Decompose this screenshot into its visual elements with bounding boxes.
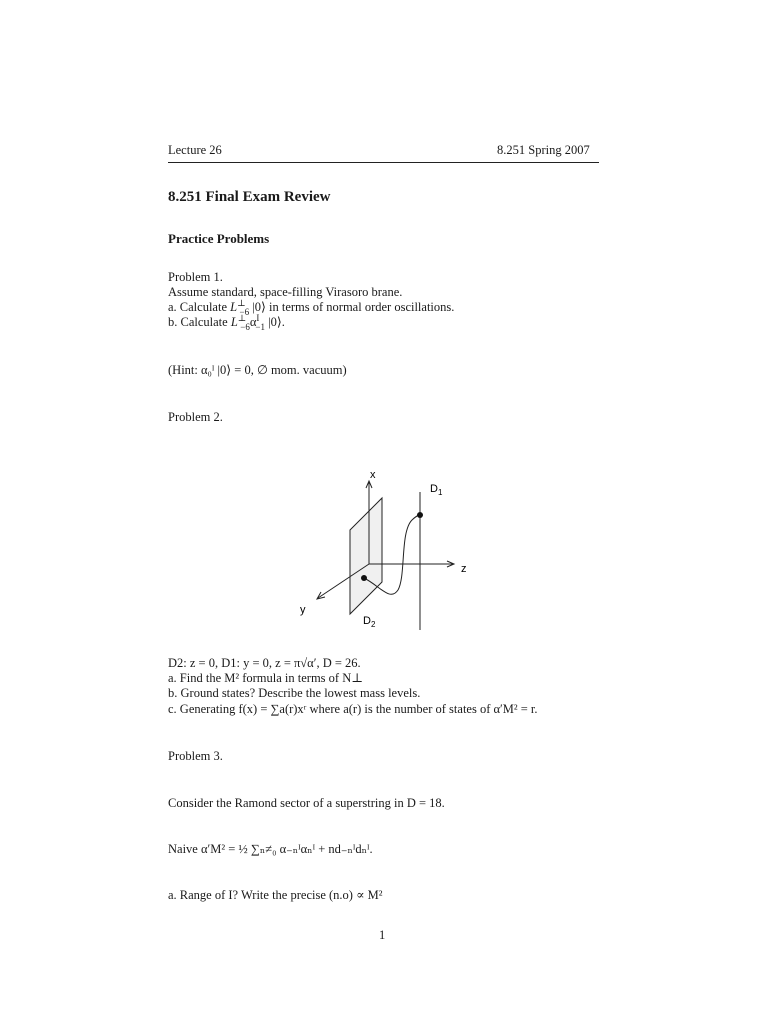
string-endpoint-d2 xyxy=(361,575,367,581)
d2-plane xyxy=(350,498,382,614)
x-label: x xyxy=(370,469,376,481)
section-heading: Practice Problems xyxy=(168,231,270,246)
y-label: y xyxy=(300,604,306,616)
problem2-heading: Problem 2. xyxy=(168,410,223,424)
problem1-part-b: b. Calculate $L^\perp_{-6}\alpha^I_{-1}$ |0⟩. xyxy=(168,312,285,332)
header-left: Lecture 26 xyxy=(168,143,222,157)
problem3-heading: Problem 3. xyxy=(168,749,223,763)
problem2-part-a: a. Find the M² formula in terms of N⊥ xyxy=(168,671,363,685)
problem2-part-b: b. Ground states? Describe the lowest mass levels. xyxy=(168,686,421,700)
problem2-line1: D2: z = 0, D1: y = 0, z = π√α′, D = 26. xyxy=(168,656,361,670)
problem1-heading: Problem 1. xyxy=(168,270,223,284)
d2-label: $D_2$ xyxy=(363,615,376,629)
z-label: z xyxy=(461,563,467,575)
page-title: 8.251 Final Exam Review xyxy=(168,189,331,205)
problem3-line1: Consider the Ramond sector of a superstring in D = 18. xyxy=(168,796,445,810)
brane-diagram xyxy=(290,462,490,634)
header-rule xyxy=(168,162,599,163)
page-number: 1 xyxy=(379,928,386,942)
problem3-part-a: a. Range of I? Write the precise (n.o) ∝ M² xyxy=(168,888,383,902)
problem1-hint: (Hint: α₀ᴵ |0⟩ = 0, ∅ mom. vacuum) xyxy=(168,363,347,377)
d1-label: $D_1$ xyxy=(430,483,443,497)
string-endpoint-d1 xyxy=(417,512,423,518)
problem1-line1: Assume standard, space-filling Virasoro brane. xyxy=(168,285,403,299)
problem2-part-c: c. Generating f(x) = ∑a(r)xʳ where a(r) is the number of states of α′M² = r. xyxy=(168,702,538,716)
problem1-part-a: a. Calculate $L^\perp_{-6}$ |0⟩ in terms of normal order oscillations. xyxy=(168,297,455,317)
problem3-naive: Naive α′M² = ½ ∑ₙ≠₀ α₋ₙᴵαₙᴵ + nd₋ₙᴵdₙᴵ. xyxy=(168,842,373,856)
header-right: 8.251 Spring 2007 xyxy=(497,143,590,157)
